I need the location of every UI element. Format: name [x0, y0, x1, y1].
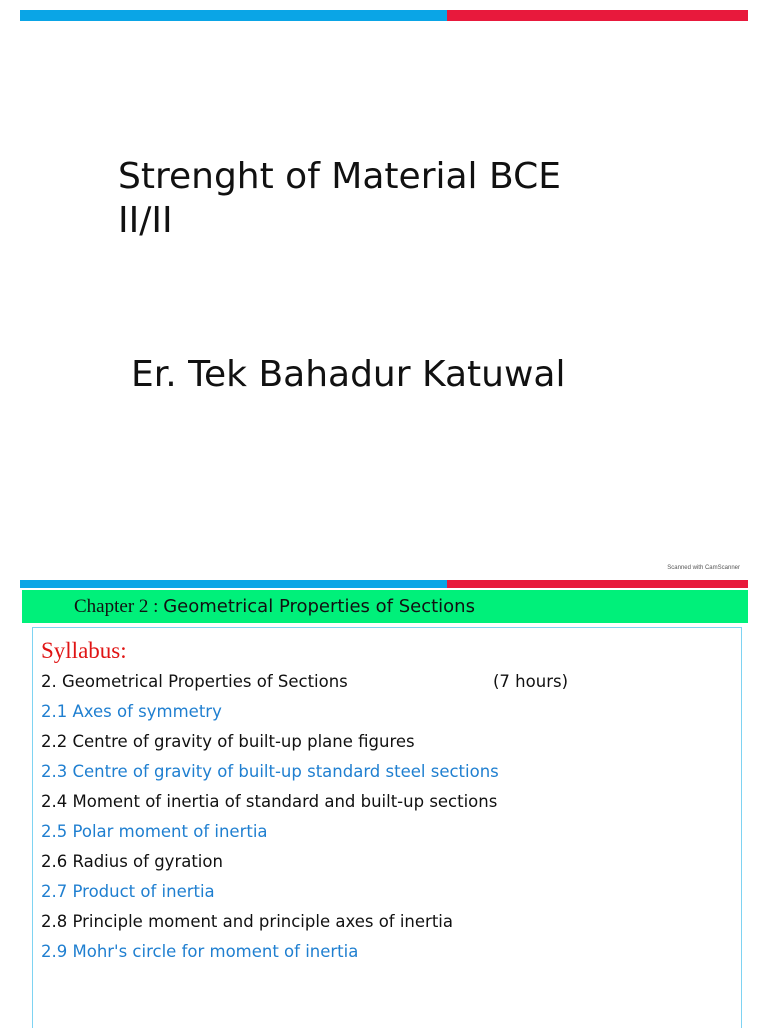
accent-bar-red [447, 10, 748, 21]
chapter-header [22, 590, 748, 623]
syllabus-item: 2.9 Mohr's circle for moment of inertia [41, 942, 359, 961]
syllabus-item: 2.5 Polar moment of inertia [41, 822, 268, 841]
accent-bar-red [447, 580, 748, 588]
slide-title-line1: Strenght of Material BCE [118, 156, 561, 197]
syllabus-hours: (7 hours) [493, 672, 569, 691]
chapter-title [74, 596, 475, 618]
syllabus-item: 2.7 Product of inertia [41, 882, 215, 901]
syllabus-topic: 2. Geometrical Properties of Sections [41, 672, 348, 691]
syllabus-box [32, 627, 742, 1028]
top-accent-bar [20, 580, 748, 588]
syllabus-item: 2.8 Principle moment and principle axes of inertia [41, 912, 453, 931]
slide-title-line2: II/II [118, 200, 173, 241]
slide-title [118, 155, 678, 243]
syllabus-item: 2.6 Radius of gyration [41, 852, 223, 871]
top-accent-bar [20, 10, 748, 21]
accent-bar-blue [20, 580, 447, 588]
syllabus-item: 2.3 Centre of gravity of built-up standard steel sections [41, 762, 499, 781]
author-name: Er. Tek Bahadur Katuwal [131, 354, 566, 395]
syllabus-item: 2.4 Moment of inertia of standard and built-up sections [41, 792, 498, 811]
accent-bar-blue [20, 10, 447, 21]
syllabus-item: 2.1 Axes of symmetry [41, 702, 222, 721]
syllabus-item: 2.2 Centre of gravity of built-up plane figures [41, 732, 415, 751]
syllabus-heading: Syllabus: [41, 638, 127, 663]
syllabus-slide [0, 580, 768, 1024]
chapter-name: Geometrical Properties of Sections [163, 596, 475, 617]
chapter-prefix: Chapter 2 : [74, 596, 164, 617]
scanner-watermark: Scanned with CamScanner [667, 565, 740, 571]
